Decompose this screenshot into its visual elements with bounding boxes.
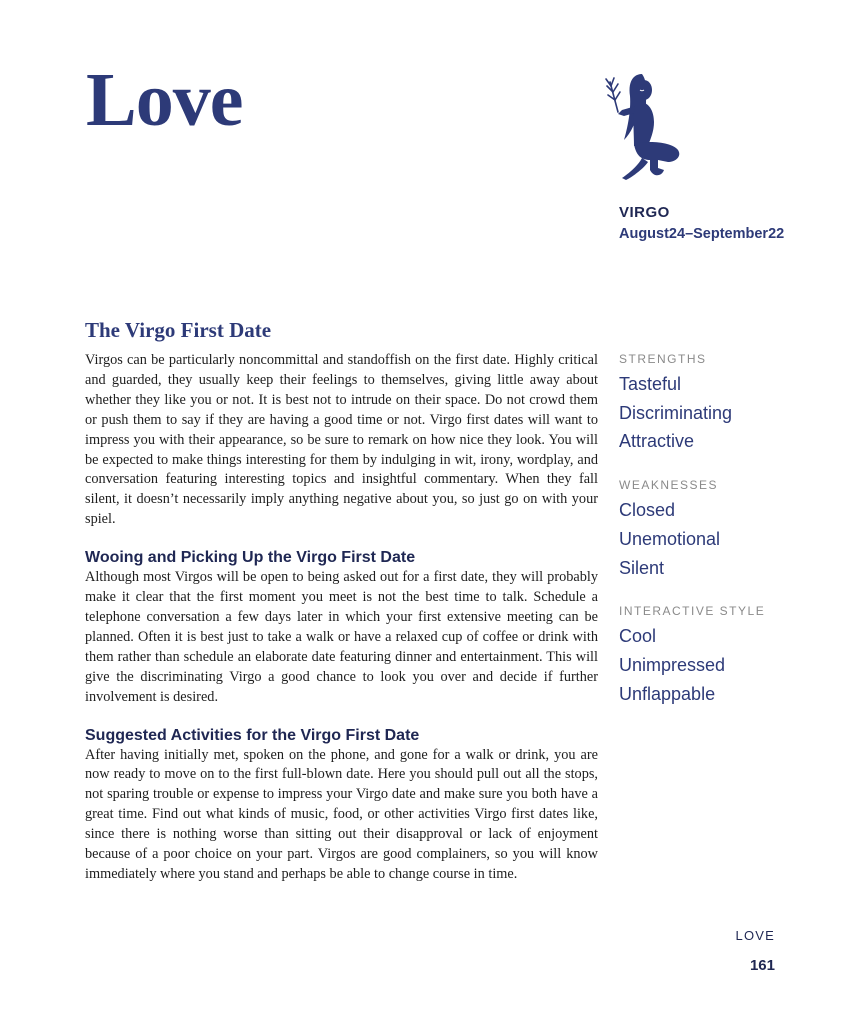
- subsection-text-wooing: Although most Virgos will be open to being asked out for a first date, they will probably make it clear that the first moment you meet is not the best time to talk. Schedule a telephone conversation a few days later in which your first extensive meeting can be planned. Often it is best just to take a walk or have a relaxed cup of coffee or drink with them rather than schedule an elaborate date featuring dinner and entertainment. This will give the discriminating Virgo a good chance to look you over and decide if further involvement is desired.: [85, 569, 598, 705]
- virgo-maiden-icon: [598, 70, 693, 185]
- strength-item: Discriminating: [619, 402, 733, 423]
- intro-paragraph: Virgos can be particularly noncommittal and standoffish on the first date. Highly critical and guarded, they usually keep their feelings to themselves, giving little away about whether they like you or not. It is best not to intrude on their space. Do not crowd them or push them to say if they are having a good time or not. Virgo first dates will want to impress you with their appearance, so be sure to remark on how nice they look. You will be expected to make things interesting for them by indulging in wit, irony, wordplay, and conversation featuring interesting topics and insightful commentary. When they fall silent, it doesn’t necessarily imply anything negative about you, so just go on with your spiel.: [85, 352, 598, 528]
- trait-sidebar: [619, 352, 819, 730]
- section-heading: The Virgo First Date: [85, 318, 272, 342]
- page-number: 161: [749, 957, 775, 974]
- strength-item: Attractive: [619, 431, 695, 452]
- virgo-illustration: [598, 70, 693, 185]
- interactive-style-label: INTERACTIVE STYLE: [619, 604, 766, 619]
- strengths-group: [619, 352, 819, 456]
- sign-dates: August24–September22: [619, 226, 785, 242]
- strengths-list: [619, 370, 819, 456]
- strengths-label: STRENGTHS: [619, 352, 707, 366]
- subsection-heading-wooing: Wooing and Picking Up the Virgo First Date: [85, 549, 416, 567]
- sign-name: VIRGO: [619, 204, 670, 221]
- weaknesses-group: [619, 478, 819, 582]
- interactive-style-item: Cool: [619, 626, 657, 647]
- weaknesses-list: [619, 496, 819, 582]
- weakness-item: Silent: [619, 557, 665, 578]
- footer-section-label: LOVE: [735, 928, 775, 943]
- interactive-style-group: [619, 604, 819, 708]
- sign-info: [619, 204, 784, 242]
- interactive-style-list: [619, 622, 819, 708]
- page-title: Love: [86, 58, 243, 142]
- interactive-style-item: Unimpressed: [619, 654, 726, 675]
- strength-item: Tasteful: [619, 374, 682, 394]
- weaknesses-label: WEAKNESSES: [619, 478, 719, 493]
- weakness-item: Unemotional: [619, 528, 721, 549]
- subsection-text-activities: After having initially met, spoken on the phone, and gone for a walk or drink, you are now ready to move on to the first full-blown date. Here you should pull out all the stops, not sparing trouble or expense to impress your Virgo date and make sure you both have a great time. Find out what kinds of music, food, or other activities Virgo first dates like, since there is nothing worse than sitting out their disapproval or lack of enjoyment because of a poor choice on your part. Virgos are good complainers, so you will know immediately where you stand and perhaps be able to change course in time.: [85, 746, 598, 882]
- subsection-heading-activities: Suggested Activities for the Virgo First Date: [85, 726, 420, 744]
- weakness-item: Closed: [619, 500, 676, 521]
- main-column: [85, 318, 598, 885]
- interactive-style-item: Unflappable: [619, 683, 716, 704]
